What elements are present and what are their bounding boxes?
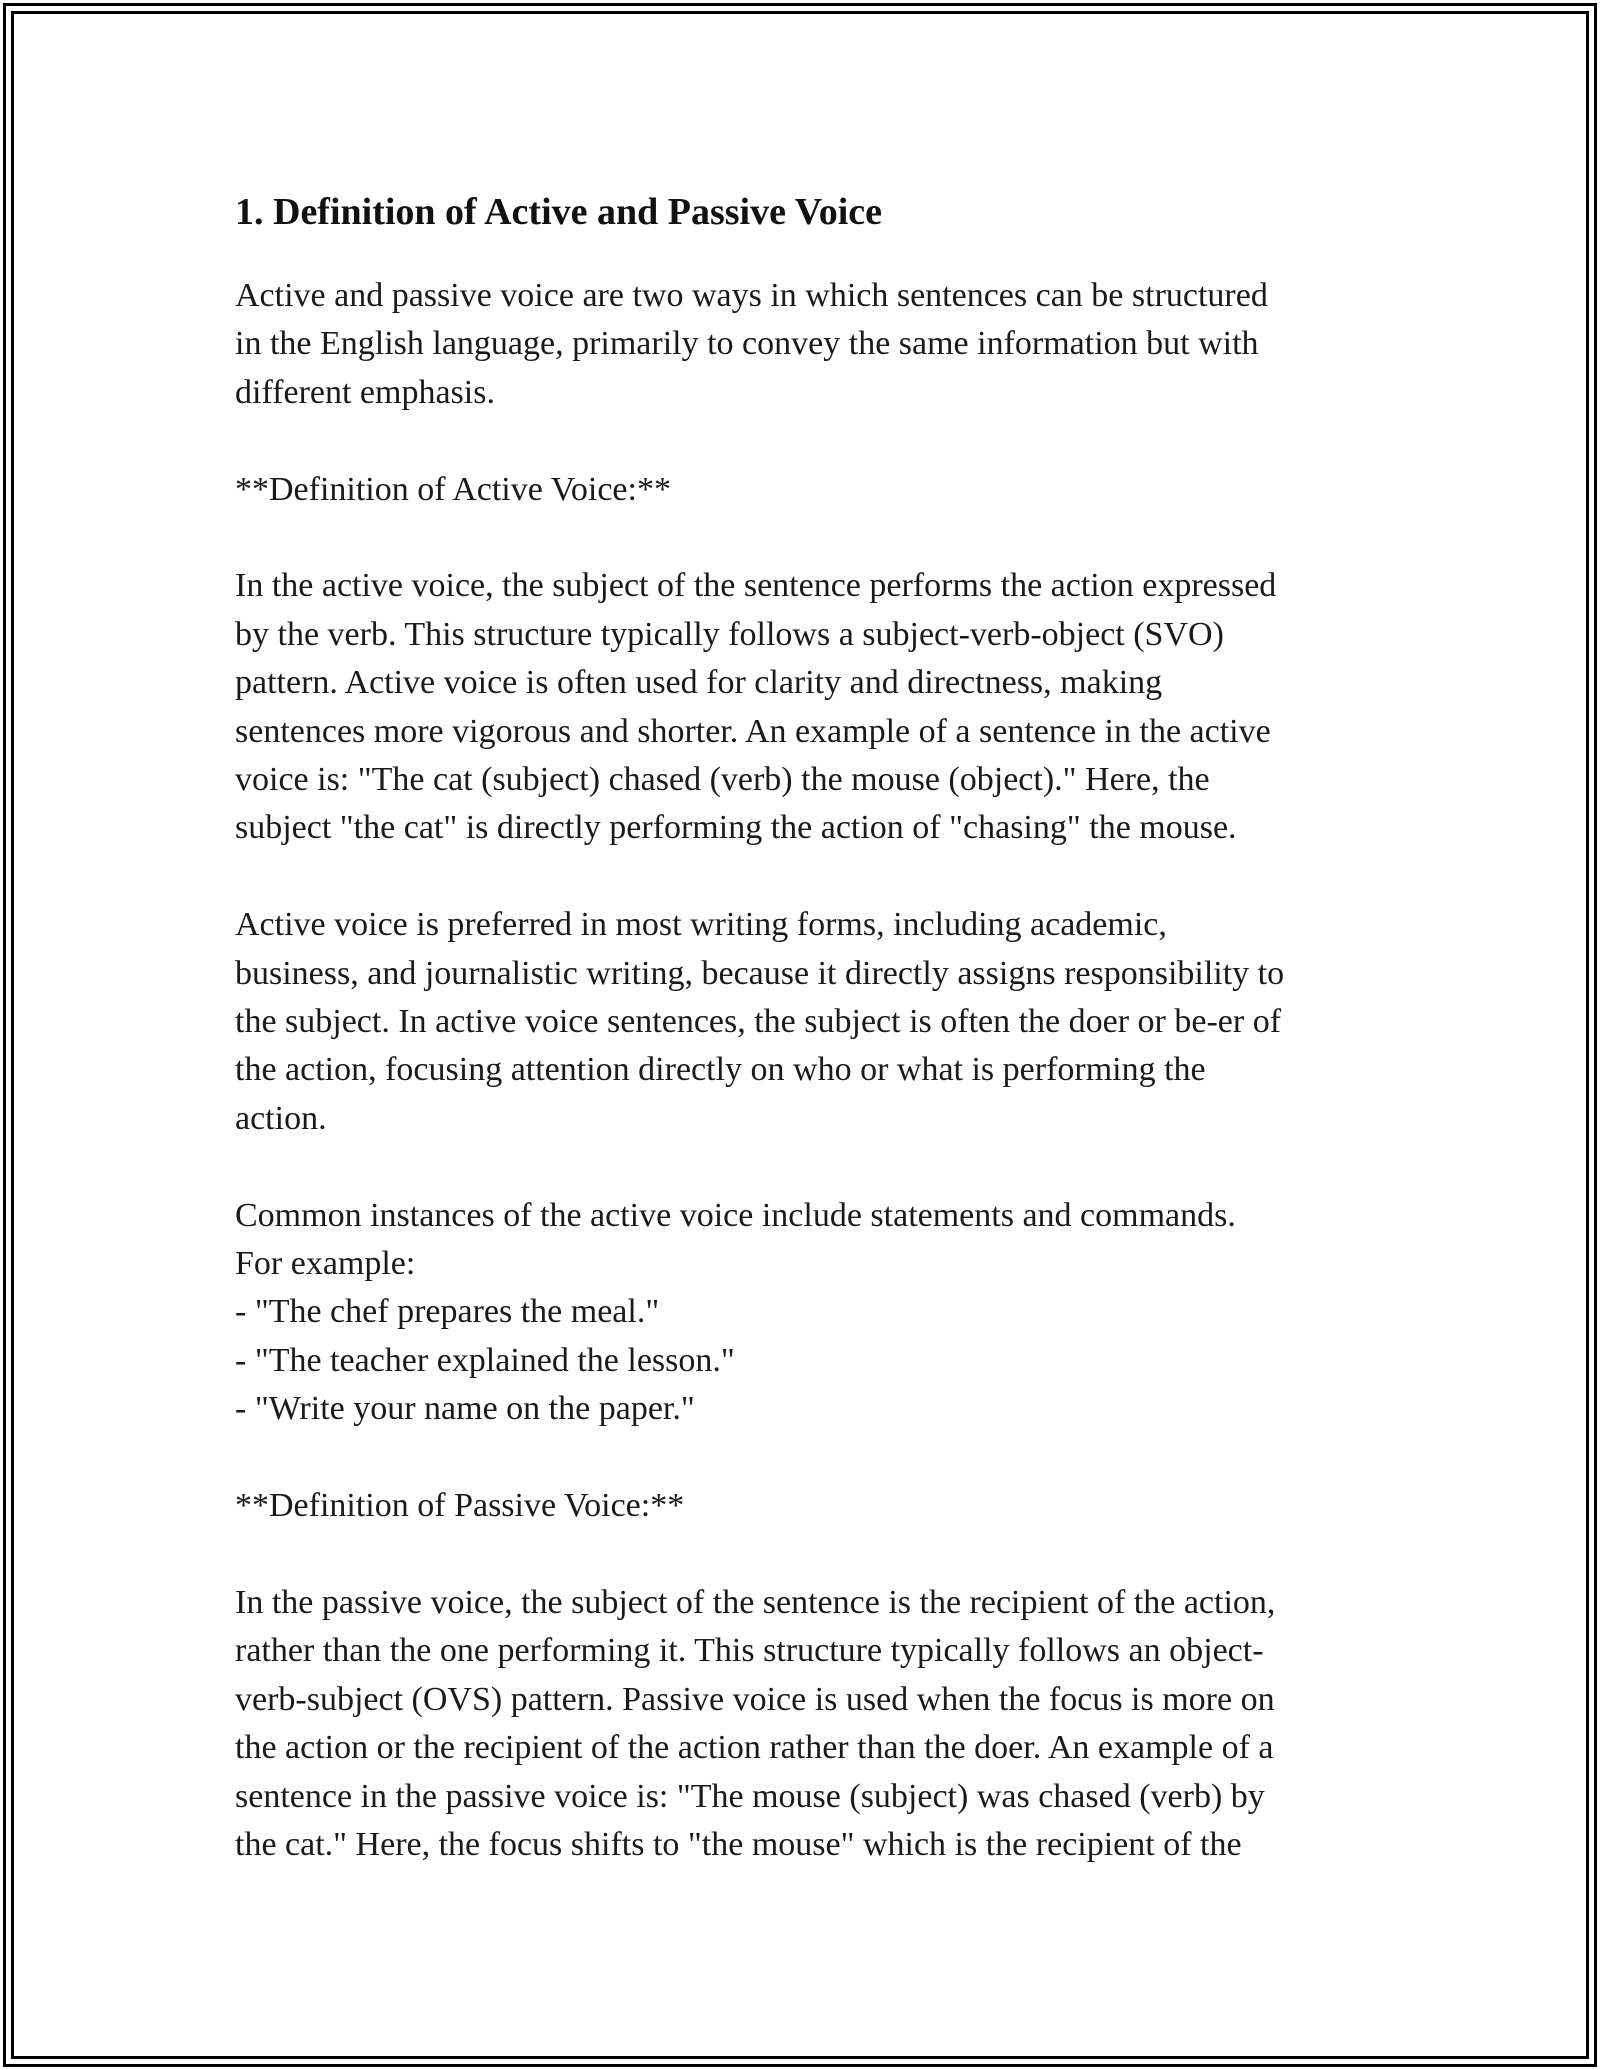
text-line: by the verb. This structure typically follows a subject-verb-object (SVO) [235,615,1224,653]
text-line: In the passive voice, the subject of the sentence is the recipient of the action, [235,1583,1276,1621]
text-line: pattern. Active voice is often used for clarity and directness, making [235,664,1163,702]
active-voice-subheading [235,466,1375,514]
text-line: the action or the recipient of the action rather than the doer. An example of a [235,1729,1274,1767]
text-line: sentences more vigorous and shorter. An example of a sentence in the active [235,712,1271,750]
text-line: For example: [235,1245,416,1283]
subheading-text: **Definition of Passive Voice:** [235,1487,685,1525]
intro-paragraph [235,272,1375,417]
text-line: the subject. In active voice sentences, the subject is often the doer or be-er of [235,1003,1282,1041]
text-line: action. [235,1099,327,1137]
text-line: rather than the one performing it. This structure typically follows an object- [235,1632,1264,1670]
text-line: voice is: "The cat (subject) chased (verb) the mouse (object)." Here, the [235,761,1210,799]
document-body [235,186,1375,1918]
example-list-item: - "The teacher explained the lesson." [235,1341,735,1379]
text-line: the action, focusing attention directly on who or what is performing the [235,1051,1206,1089]
document-heading: 1. Definition of Active and Passive Voice [235,191,883,233]
text-line: Active and passive voice are two ways in which sentences can be structured [235,277,1268,314]
example-list-item: - "The chef prepares the meal." [235,1293,660,1331]
text-line: verb-subject (OVS) pattern. Passive voice is used when the focus is more on [235,1680,1275,1718]
active-voice-paragraph-1 [235,562,1375,852]
passive-voice-paragraph-1 [235,1579,1375,1869]
active-voice-paragraph-2 [235,901,1375,1143]
active-voice-examples [235,1192,1375,1434]
text-line: Common instances of the active voice include statements and commands. [235,1196,1236,1234]
text-line: In the active voice, the subject of the sentence performs the action expressed [235,567,1277,605]
text-line: subject "the cat" is directly performing the action of "chasing" the mouse. [235,809,1237,847]
text-line: the cat." Here, the focus shifts to "the mouse" which is the recipient of the [235,1825,1242,1863]
example-list-item: - "Write your name on the paper." [235,1390,695,1428]
subheading-text: **Definition of Active Voice:** [235,470,671,508]
text-line: sentence in the passive voice is: "The mouse (subject) was chased (verb) by [235,1777,1265,1815]
text-line: in the English language, primarily to convey the same information but with [235,325,1259,363]
passive-voice-subheading [235,1482,1375,1530]
text-line: business, and journalistic writing, because it directly assigns responsibility to [235,954,1285,992]
text-line: Active voice is preferred in most writing forms, including academic, [235,906,1167,944]
text-line: different emphasis. [235,373,495,411]
